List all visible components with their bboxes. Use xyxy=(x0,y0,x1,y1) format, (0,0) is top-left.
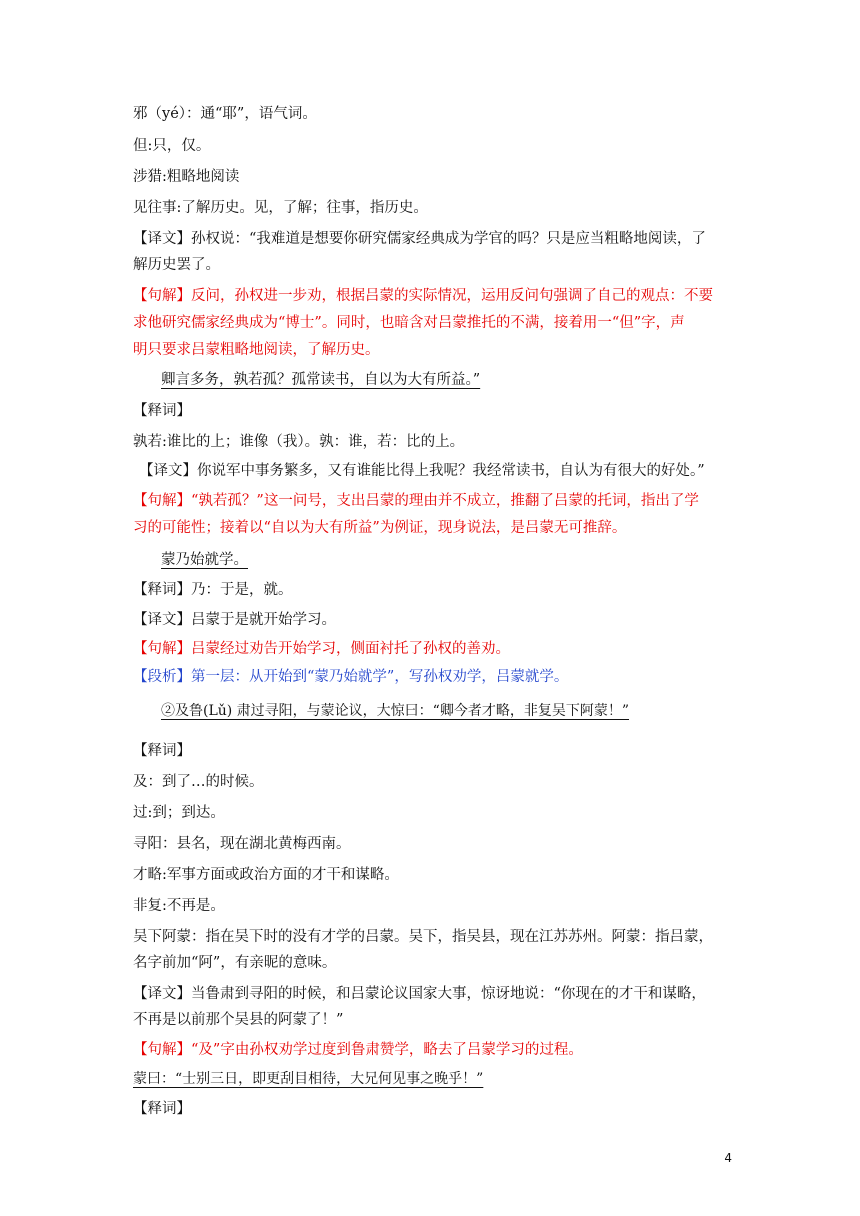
paragraph-analysis: 【段析】第一层：从开始到“蒙乃始就学”，写孙权劝学，吕蒙就学。 xyxy=(133,669,569,685)
gloss-guo: 过:到；到达。 xyxy=(133,805,225,821)
translation-4-line-2: 不再是以前那个吴县的阿蒙了！” xyxy=(133,1012,344,1028)
gloss-shelie: 涉猎:粗略地阅读 xyxy=(133,169,240,185)
source-text-5: 蒙曰：“士别三日，即更刮目相待，大兄何见事之晚乎！” xyxy=(133,1071,484,1087)
source-text-3: 蒙乃始就学。 xyxy=(161,552,248,568)
translation-4-line-1: 【译文】当鲁肃到寻阳的时候，和吕蒙论议国家大事，惊讶地说：“你现在的才干和谋略， xyxy=(133,986,706,1002)
analysis-1-line-2: 求他研究儒家经典成为“博士”。同时，也暗含对吕蒙推托的不满，接着用一“但”字，声 xyxy=(133,315,685,331)
analysis-1-line-1: 【句解】反问，孙权进一步劝，根据吕蒙的实际情况，运用反问句强调了自己的观点：不要 xyxy=(133,288,713,304)
gloss-dan: 但:只，仅。 xyxy=(133,138,211,154)
translation-3: 【译文】吕蒙于是就开始学习。 xyxy=(133,612,336,628)
translation-1-line-1: 【译文】孙权说：“我难道是想要你研究儒家经典成为学官的吗？只是应当粗略地阅读，了 xyxy=(133,231,706,247)
gloss-heading-2: 【释词】 xyxy=(133,403,191,419)
gloss-nai: 【释词】乃：于是，就。 xyxy=(133,582,293,598)
gloss-ye: 邪（yé）：通“耶”，语气词。 xyxy=(133,106,317,122)
gloss-shuruo: 孰若:谁比的上；谁像（我）。孰：谁，若：比的上。 xyxy=(133,434,465,450)
gloss-wuxiameng-line-2: 名字前加“阿”，有亲昵的意味。 xyxy=(133,955,337,971)
gloss-jianwangshi: 见往事:了解历史。见，了解；往事，指历史。 xyxy=(133,200,428,216)
page-number: 4 xyxy=(724,1151,732,1165)
analysis-3: 【句解】吕蒙经过劝告开始学习，侧面衬托了孙权的善劝。 xyxy=(133,641,510,657)
gloss-cailue: 才略:军事方面或政治方面的才干和谋略。 xyxy=(133,867,399,883)
analysis-1-line-3: 明只要求吕蒙粗略地阅读，了解历史。 xyxy=(133,342,380,358)
gloss-heading-5: 【释词】 xyxy=(133,1101,191,1117)
gloss-heading-4: 【释词】 xyxy=(133,743,191,759)
source-text-4: ②及鲁(Lǔ) 肃过寻阳，与蒙论议，大惊曰：“卿今者才略，非复吴下阿蒙！” xyxy=(161,703,630,719)
source-text-2: 卿言多务，孰若孤？孤常读书，自以为大有所益。” xyxy=(161,372,481,388)
gloss-xunyang: 寻阳：县名，现在湖北黄梅西南。 xyxy=(133,836,351,852)
gloss-wuxiameng-line-1: 吴下阿蒙：指在吴下时的没有才学的吕蒙。吴下，指吴县，现在江苏苏州。阿蒙：指吕蒙， xyxy=(133,929,713,945)
translation-1-line-2: 解历史罢了。 xyxy=(133,257,220,273)
gloss-ji: 及：到了…的时候。 xyxy=(133,774,264,790)
analysis-2-line-1: 【句解】“孰若孤？”这一问号，支出吕蒙的理由并不成立，推翻了吕蒙的托词，指出了学 xyxy=(133,493,699,509)
gloss-feifu: 非复:不再是。 xyxy=(133,898,225,914)
translation-2: 【译文】你说军中事务繁多，又有谁能比得上我呢？我经常读书，自认为有很大的好处。” xyxy=(139,463,705,479)
analysis-4: 【句解】“及”字由孙权劝学过度到鲁肃赞学，略去了吕蒙学习的过程。 xyxy=(133,1042,583,1058)
analysis-2-line-2: 习的可能性；接着以“自以为大有所益”为例证，现身说法，是吕蒙无可推辞。 xyxy=(133,520,627,536)
